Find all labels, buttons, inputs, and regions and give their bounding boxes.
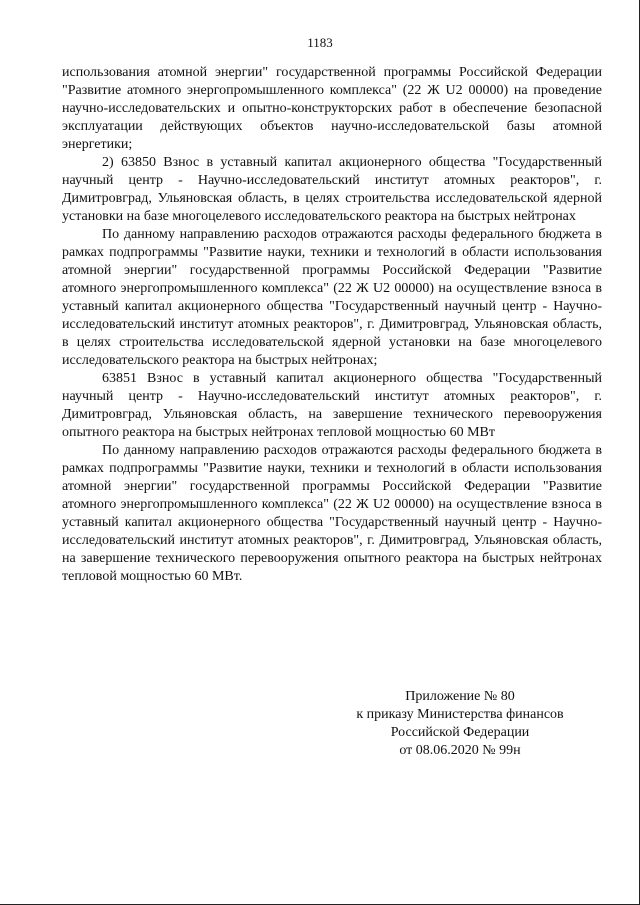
paragraph-description-63851: По данному направлению расходов отражаются расходы федерального бюджета в рамках подпрограммы "Развитие науки, техники и технологий в области использования атомной энергии" государственной программы Российской Федерации "Развитие атомного энергопромышленного комплекса" (22 Ж U2 00000) на осуществление взноса в уставный капитал акционерного общества "Государственный научный центр - Научно-исследовательский институт атомных реакторов", г. Димитровград, Ульяновская область, на завершение технического перевооружения опытного реактора на быстрых нейтронах тепловой мощностью 60 МВт. xyxy=(62,443,602,584)
appendix-ministry: Российской Федерации xyxy=(390,725,530,740)
paragraph-item-63850: 2) 63850 Взнос в уставный капитал акционерного общества "Государственный научный центр - Научно-исследовательский институт атомных реакторов", г. Димитровград, Ульяновская область, в целях строительства исследовательской ядерной установки на базе многоцелевого исследовательского реактора на быстрых нейтронах xyxy=(62,155,602,224)
appendix-title: Приложение № 80 xyxy=(405,689,515,704)
paragraph-continuation: использования атомной энергии" государственной программы Российской Федерации "Развитие атомного энергопромышленного комплекса" (22 Ж U2 00000) на проведение научно-исследовательских и опытно-конструкторских работ в обеспечение безопасной эксплуатации действующих объектов научно-исследовательской базы атомной энергетики; xyxy=(62,65,602,152)
document-body xyxy=(62,64,602,586)
page-number: 1183 xyxy=(307,35,333,50)
appendix-date-number: от 08.06.2020 № 99н xyxy=(399,743,521,758)
appendix-order-ref: к приказу Министерства финансов xyxy=(356,707,564,722)
paragraph-description-63850: По данному направлению расходов отражаются расходы федерального бюджета в рамках подпрограммы "Развитие науки, техники и технологий в области использования атомной энергии" государственной программы Российской Федерации "Развитие атомного энергопромышленного комплекса" (22 Ж U2 00000) на осуществление взноса в уставный капитал акционерного общества "Государственный научный центр - Научно-исследовательский институт атомных реакторов", г. Димитровград, Ульяновская область, в целях строительства исследовательской ядерной установки на базе многоцелевого исследовательского реактора на быстрых нейтронах; xyxy=(62,227,602,368)
paragraph-item-63851: 63851 Взнос в уставный капитал акционерного общества "Государственный научный центр - Научно-исследовательский институт атомных реакторов", г. Димитровград, Ульяновская область, на завершение технического перевооружения опытного реактора на быстрых нейтронах тепловой мощностью 60 МВт xyxy=(62,371,602,440)
appendix-heading xyxy=(330,688,590,760)
